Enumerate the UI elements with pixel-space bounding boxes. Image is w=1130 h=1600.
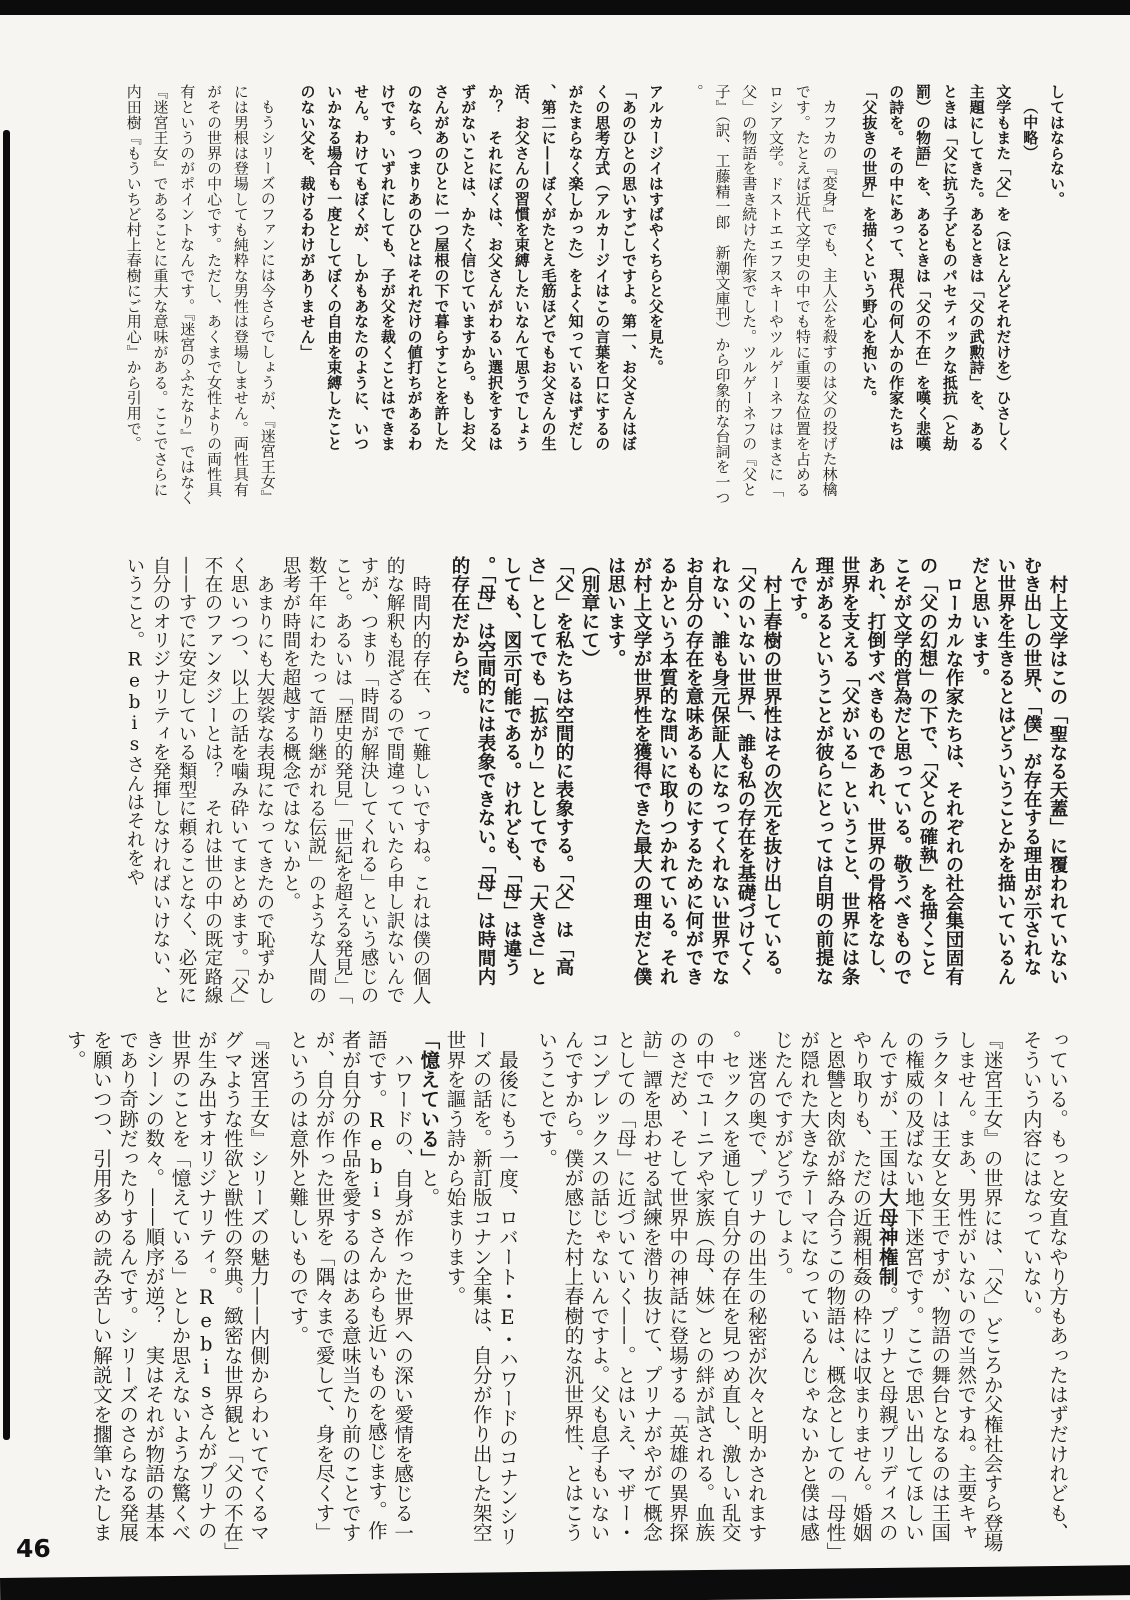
paragraph [1016,84,1043,506]
text-run: 文学もまた「父」を（ほとんどそれだけを）ひさしく主題にしてきた。あるときは「父の武勲詩」を、あるときは「父に抗う子どものパセティックな抵抗（と劫罰）の物語」を、あるときは「父の不在」を嘆く悲嘆の詩を。その中にあって、現代の何人かの作家たちは「父抜きの世界」を描くという野心を抱いた。 [860,84,1013,452]
paragraph [682,84,843,506]
text-run: （別章にて） [579,556,600,669]
paragraph [856,84,1017,506]
text-run: アルカージイはすばやくちらと父を見た。 [646,84,665,375]
paragraph [966,556,1070,1014]
text-run: 。プリナと母親プリディスのやり取りも、ただの近親相姦の枠には収まりません。婚姻と恩讐と肉欲が絡み合うこの物語は、概念としての「母性」が隠れた大きなテーマになっているんじゃないかと僕は感じたんですがどうでしょう。 [770,1030,899,1553]
paragraph [642,84,669,506]
text-block-murakami-worldliness [121,556,1070,1014]
text-run: E [495,1305,519,1329]
text-run: 最後にもう一度、ロバート・ [495,1049,519,1306]
text-run: さんからも近いものを感じます。作者が自分の作品を愛するのはある意味当たり前のことですが、自分が作った世界を「隅々まで愛して、身を尽くす」というのは意外と難しいものです。 [286,1030,388,1543]
text-run: ローカルな作家たちは、それぞれの社会集団固有の「父の幻想」の下で、「父との確執」を描くことこそが文学的営為だと思っている。敬うべきものであれ、打倒すべきものであれ、世界の骨格をなし、世界を支える「父がいる」ということ、世界には条理があるということが彼らにとっては自明の前提なんです。 [787,556,964,986]
text-run: 『迷宮王女』の世界には、「父」どころか父権社会すら登場しません。まあ、男性がいないので当然ですね。主要キャラクターは王女と女王ですが、物語の舞台となるのは王国の権威の及ばない地下迷宮です。ここで思い出してほしいんですが、王国は [875,1030,1004,1553]
text-run: Rebis [364,1108,388,1225]
paragraph [441,1030,520,1554]
paragraph [277,556,433,1014]
text-run: さんがプリナの世界のことを「憶えている」としか思えないような驚くべきシーンの数々。——順序が逆？ 実はそれが物語の基本であり奇跡だったりするんです。シリーズのさらなる発展を願いつつ、引用多めの読み苦しい解説文を擱筆いたします。 [63,1030,218,1543]
paragraph [533,1030,769,1554]
paragraph [120,84,281,506]
text-run: あまりにも大袈裟な表現になってきたので恥ずかしく思いつつ、以上の話を噛み砕いてまとめます。「父」不在のファンタジーとは？ それは世の中の既定路線——すでに安定している類型に頼ることなく、必死に自分のオリジナリティを発揮しなければいけない、ということ。 [124,556,275,1014]
text-run: 「父」を私たちは空間的に表象する。「父」は「高さ」としてでも「拡がり」としてでも「大きさ」としても、図示可能である。けれども、「母」は違う。「母」は空間的には表象できない。「母」は時間内的存在だからだ。 [449,556,574,986]
text-run: もうシリーズのファンには今さらでしょうが、『迷宮王女』には男根は登場しても純粋な男性は登場しません。両性具有がその世界の中心です。ただし、あくまで女性よりの両性具有というのがポイントなんです。『迷宮のふたなり』ではなく『迷宮王女』であることに重大な意味がある。ここでさらに内田樹『もういちど村上春樹にご用心』から引用で。 [124,84,277,505]
text-run: 時間内的存在、って難しいですね。これは僕の個人的な解釈も混ざるので間違っていたら申し訳ないんですが、つまり「時間が解決してくれる」という感じのこと。あるいは「歴史的発見」「世紀を超える発見」「数千年にわたって語り継がれる伝説」のような人間の思考が時間を超越する概念ではないかと。 [280,556,431,1005]
paragraph [415,1030,441,1554]
text-run: と。 [417,1167,441,1208]
paragraph [769,1030,1005,1554]
paragraph [576,556,602,1014]
text-run: Rebis [124,649,145,756]
text-run: 『迷宮王女』シリーズの魅力——内側からわいてでくるマグマような性欲と獣性の祭典。緻密な世界観と「父の不在」が生み出すオリジナリティ。 [194,1030,271,1553]
emphasis-text: 「憶えている」 [417,1030,441,1168]
text-run: カフカの『変身』でも、主人公を殺すのは父の投げた林檎です。たとえば近代文学史の中でも特に重要な位置を占めるロシア文学。ドストエエフスキーやツルゲーネフはまさに「父」の物語を書き続けた作家でした。ツルゲーネフの『父と子』（訳、工藤精一郎 新潮文庫刊）から印象的な台詞を一つ。 [686,84,839,505]
text-block-meikyu-oujo-commentary [61,1030,1070,1554]
paragraph [294,84,642,506]
text-run: さんはそれをや [124,755,145,887]
text-run: （中略） [1021,99,1040,161]
text-run: っている。もっと安直なやり方もあったはずだけれども、そういう内容にはなっていない。 [1019,1030,1069,1543]
text-block-father-in-literature [120,84,1070,506]
text-run: してはならない。 [1048,84,1066,207]
text-run: ・ハワードのコナンシリーズの話を。新訂版コナン全集は、自分が作り出した架空世界を謳う詩から始まります。 [443,1030,519,1546]
bottom-border-bar [0,1565,1130,1600]
text-run: 迷宮の奥で、プリナの出生の秘密が次々と明かされます。セックスを通して自分の存在を見つめ直し、激しい乱交の中でユーニアや家族（母、妹）との絆が試される。血族のさだめ、そして世界中の神話に登場する「英雄の異界探訪」譚を思わせる試練を潜り抜けて、プリナがやがて概念としての「母」に近づいていく——。とはいえ、マザー・コンプレックスの話じゃないんですよ。父も息子もいないんですから。僕が感じた村上春樹的な汎世界性、とはこういうことです。 [535,1030,768,1543]
text-run: 村上文学はこの「聖なる天蓋」に覆われていないむき出しの世界、「僕」が存在する理由が示されない世界を生きるとはどういうことかを描いているんだと思います。 [969,556,1068,986]
text-run: 「あのひとの思いすごしですよ。第一、お父さんはぼくの思考方式（アルカージイはこの言葉を口にするのがたまらなく楽しかった）をよく知っているはずだし、第二に——ぼくがたとえ毛筋ほどでもお父さんの生活、お父さんの習慣を束縛したいなんて思うでしょうか？ それにぼくは、お父さんがわるい選択をするはずがないことは、かたく信じていますから。もしお父さんがあのひとに一つ屋根の下で暮らすことを許したのなら、つまりあのひとはそれだけの値打ちがあるわけです。いずれにしても、子が父を裁くことはできません。わけてもぼくが、しかもあなたのように、いついかなる場合も一度としてぼくの自由を束縛したことのない父を、裁けるわけがありません」 [298,84,639,452]
paragraph [121,556,277,1014]
emphasis-text: 大母神権制 [875,1187,899,1287]
left-border-rule [3,130,10,1440]
text-run: 村上春樹の世界性はその次元を抜け出している。「父のいない世界」、誰も私の存在を基礎づけてくれない、誰も身元保証人になってくれない世界でなお自分の存在を意味あるものにするために何ができるかという本質的な問いに取りつかれている。それが村上文学が世界性を獲得できた最大の理由だと僕は思います。 [605,556,782,986]
paragraph [784,556,966,1014]
paragraph [602,556,784,1014]
paragraph [1018,1030,1070,1554]
paragraph [61,1030,271,1554]
paragraph [1043,84,1070,506]
paragraph [284,1030,415,1554]
text-run: ハワードの、自身が作った世界への深い愛情を感じる一語です。 [364,1030,415,1542]
paragraph [446,556,576,1014]
top-border-bar [0,0,1130,15]
text-run: Rebis [194,1286,218,1403]
page-number: 46 [16,1534,51,1563]
